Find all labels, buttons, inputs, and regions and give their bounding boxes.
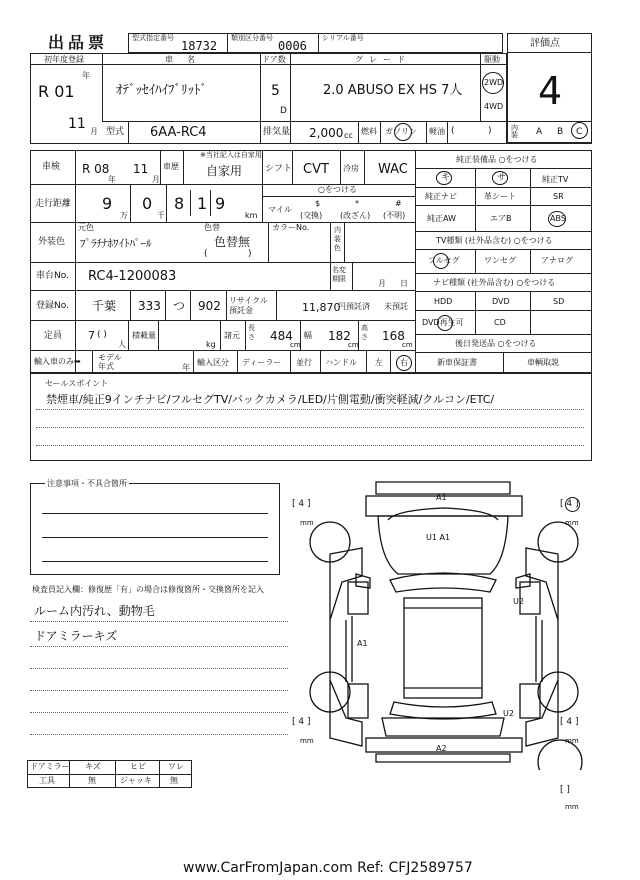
- paint-status: 色替無: [214, 235, 251, 249]
- shift-value: CVT: [303, 162, 329, 177]
- length-cm: cm: [290, 341, 301, 349]
- class-no-box: [227, 33, 319, 53]
- interior-label: 内装: [511, 124, 518, 139]
- seats-label: 定員: [44, 331, 63, 341]
- car-name-label: 車名: [165, 55, 209, 64]
- recycle-unit: 円預託済: [338, 302, 370, 311]
- equip-key-circle: [436, 171, 452, 185]
- shaken-month: 11: [133, 162, 149, 176]
- parts-h-mirror: ドアミラー: [30, 762, 70, 771]
- tv-analog: アナログ: [541, 256, 573, 265]
- ac-value: WAC: [378, 162, 408, 177]
- tread-fl-value: 4: [298, 499, 305, 509]
- mileage-unit: km: [245, 211, 258, 220]
- equip-abs: ABS: [550, 214, 566, 223]
- interior-grade-a: A: [536, 127, 543, 137]
- mark-right-rear: U2: [503, 709, 514, 718]
- first-reg-era: R 01: [38, 82, 75, 101]
- note-line-1: ルーム内汚れ、動物毛: [34, 604, 155, 618]
- import-class-label: 輸入区分: [197, 358, 229, 367]
- width-value: 182: [328, 329, 351, 343]
- height-label: 高さ: [361, 324, 368, 341]
- color-label: 外装色: [38, 237, 66, 247]
- mileage-opt-mile: マイル: [268, 205, 292, 214]
- mileage-circle-note: ○をつける: [318, 185, 357, 194]
- interior-color-label: 内装色: [334, 226, 341, 252]
- car-name: ｵﾃﾞｯｾｲﾊｲﾌﾞﾘｯﾄﾞ: [116, 83, 207, 98]
- paint-paren-open: (: [204, 249, 208, 259]
- equip-sa-circle: [492, 171, 508, 185]
- handle-right: 右: [400, 358, 408, 367]
- chassis-value: RC4-1200083: [88, 269, 177, 284]
- fuel-paren-open: (: [451, 126, 455, 136]
- mileage-digit-1: 9: [102, 194, 113, 213]
- displacement-unit: cc: [344, 131, 353, 140]
- size-label: 諸元: [224, 331, 240, 340]
- mileage-opt-tamper: (改ざん): [340, 211, 371, 220]
- handle-right-circle: [396, 355, 412, 371]
- parts-tools-label: 工具: [39, 776, 55, 785]
- interior-grade-c: C: [576, 127, 583, 137]
- load-unit: kg: [206, 340, 216, 349]
- rename-day: 日: [400, 279, 408, 288]
- recycle-label: リサイクル預託金: [229, 296, 268, 315]
- tread-rr: [ 4 ]: [560, 717, 579, 727]
- vehicle-class-label: 車歴: [163, 162, 179, 171]
- navi-dvd-play-circle: [437, 315, 453, 331]
- fuel-label: 燃料: [361, 127, 377, 136]
- tread-rr-value: 4: [566, 717, 573, 727]
- length-label: 長さ: [248, 324, 255, 341]
- grade-value: 2.0 ABUSO EX HS 7人: [323, 83, 463, 98]
- parts-jack-label: ジャッキ: [120, 776, 152, 785]
- tread-fr-unit: mm: [565, 519, 579, 527]
- later-warranty: 新車保証書: [437, 358, 477, 367]
- equip-abs-circle: [548, 211, 566, 227]
- mileage-label: 走行距離: [35, 199, 72, 209]
- evaluation-label: 評価点: [530, 38, 560, 49]
- mileage-digit-2: 0: [142, 194, 153, 213]
- mileage-digit-3: 8: [174, 194, 185, 213]
- mileage-opt-exchange: (交換): [300, 211, 323, 220]
- mileage-digit-4: 1: [197, 194, 208, 213]
- seats-value: 7: [88, 329, 95, 342]
- original-color-label: 元色: [78, 223, 94, 232]
- model-no-box: [128, 33, 228, 53]
- private-note: ※当社記入は自家用: [200, 151, 262, 159]
- model-year-label: モデル年式: [98, 353, 122, 371]
- genuine-title: 純正装備品 ○をつける: [456, 155, 538, 164]
- tread-rl-value: 4: [298, 717, 305, 727]
- later-manual: 車輌取説: [527, 358, 559, 367]
- chassis-label: 車台No.: [36, 271, 69, 281]
- paint-label: 色替: [204, 223, 220, 232]
- recycle-not: 未預託: [384, 302, 408, 311]
- fuel-paren-close: ): [488, 126, 492, 136]
- mark-right-door: U2: [513, 597, 524, 606]
- equip-key: キ: [441, 173, 451, 183]
- type-label: 型式: [106, 127, 125, 137]
- interior-grade-b: B: [557, 127, 564, 137]
- drive-4wd: 4WD: [484, 102, 504, 111]
- mileage-digit-5: 9: [215, 194, 226, 213]
- paint-paren-close: ): [248, 249, 252, 259]
- length-value: 484: [270, 329, 293, 343]
- mark-bonnet: U1 A1: [426, 533, 451, 542]
- parts-jack-value: 無: [170, 776, 178, 785]
- type-value: 6AA-RC4: [150, 125, 207, 140]
- shift-label: シフト: [265, 164, 293, 174]
- recycle-value: 11,870: [302, 301, 341, 314]
- mileage-man: 万: [120, 211, 128, 220]
- interior-box: [507, 121, 592, 144]
- navi-dvd: DVD: [492, 297, 510, 306]
- registration-region: 千葉: [92, 299, 117, 313]
- height-value: 168: [382, 329, 405, 343]
- fuel-gasoline-circle: [394, 123, 412, 141]
- sales-text: 禁煙車/純正9インチナビ/フルセグTV/バックカメラ/LED/片側電動/衝突軽減/クルコン/ETC/: [46, 393, 495, 406]
- navi-dvd-play: DVD再生可: [422, 318, 464, 327]
- tv-title: TV種類 (社外品含む) ○をつける: [436, 236, 553, 245]
- tread-rr-unit: mm: [565, 737, 579, 745]
- registration-label: 登録No.: [36, 301, 69, 311]
- inspector-label: 検査員記入欄：修復歴「有」の場合は修復箇所・交換箇所を記入: [32, 585, 264, 594]
- tread-fr-circle: [565, 497, 580, 512]
- navi-hdd: HDD: [434, 297, 453, 306]
- equip-leather: 革シート: [484, 192, 516, 201]
- first-reg-label: 初年度登録: [44, 55, 84, 64]
- model-no-label: 型式指定番号: [132, 34, 174, 42]
- height-cm: cm: [402, 341, 413, 349]
- tread-fl-unit: mm: [300, 519, 314, 527]
- mileage-opt-tamper-sym: *: [355, 199, 359, 208]
- registration-number: 902: [198, 299, 221, 313]
- ac-label: 冷房: [343, 164, 359, 173]
- rename-label: 名変期限: [332, 266, 346, 283]
- original-color-value: ﾌﾟﾗﾁﾅﾎﾜｲﾄﾊﾟｰﾙ: [80, 237, 152, 250]
- navi-title: ナビ種類 (社外品含む) ○をつける: [433, 278, 556, 287]
- dealer-option: ディーラー: [242, 358, 282, 367]
- mark-front: A1: [436, 493, 447, 502]
- mark-left-side: A1: [357, 639, 368, 648]
- tread-fl: [ 4 ]: [292, 499, 311, 509]
- shaken-month-mark: 月: [152, 175, 160, 184]
- sales-block: [30, 373, 592, 461]
- footer-watermark: www.CarFromJapan.com Ref: CFJ2589757: [183, 860, 473, 876]
- load-label: 積載量: [132, 331, 156, 340]
- evaluation-score: 4: [538, 69, 563, 113]
- sheet-title: 出品票: [48, 33, 109, 52]
- serial-box: [318, 33, 503, 53]
- month-suffix: 月: [90, 127, 98, 136]
- parallel-option: 並行: [296, 358, 312, 367]
- tv-fullseg-circle: [433, 253, 449, 269]
- registration-kana: つ: [173, 299, 186, 313]
- tread-spare: [ ]: [560, 785, 570, 795]
- equip-genuine-aw: 純正AW: [427, 214, 456, 223]
- tv-fullseg: フルセグ: [428, 256, 460, 265]
- handle-label: ハンドル: [325, 358, 357, 367]
- tv-oneseg: ワンセグ: [484, 256, 516, 265]
- vehicle-class-value: 自家用: [206, 164, 243, 178]
- mileage-opt-unknown-sym: #: [395, 199, 402, 208]
- car-damage-diagram: [290, 470, 600, 770]
- drive-2wd: 2WD: [484, 78, 504, 87]
- door-type: D: [280, 106, 287, 116]
- navi-sd: SD: [553, 297, 565, 306]
- tread-rl: [ 4 ]: [292, 717, 311, 727]
- mileage-sen: 千: [157, 211, 165, 220]
- width-cm: cm: [348, 341, 359, 349]
- tread-spare-unit: mm: [565, 803, 579, 811]
- import-label: 輸入車のみ➡: [34, 357, 81, 366]
- first-reg-month: 11: [68, 116, 86, 132]
- equip-genuine-navi: 純正ナビ: [425, 192, 457, 201]
- drive-label: 駆動: [484, 55, 500, 64]
- displacement-value: 2,000: [309, 126, 344, 140]
- equip-sa: サ: [497, 173, 507, 183]
- equip-genuine-tv: 純正TV: [542, 175, 569, 184]
- registration-class: 333: [138, 299, 161, 313]
- tread-fr: [ 4 ]: [560, 499, 579, 509]
- model-no-value: 18732: [181, 39, 218, 53]
- note-line-2: ドアミラーキズ: [34, 629, 118, 643]
- class-no-label: 類別区分番号: [231, 34, 273, 42]
- seats-paren: ( ): [97, 330, 107, 340]
- mark-rear: A2: [436, 744, 447, 753]
- width-label: 幅: [304, 331, 312, 340]
- equip-sr: SR: [553, 192, 564, 201]
- model-year-unit: 年: [182, 363, 190, 372]
- doors-value: 5: [271, 83, 280, 99]
- shaken-label: 車検: [42, 162, 61, 172]
- serial-label: シリアル番号: [322, 34, 364, 42]
- later-title: 後日発送品 ○をつける: [455, 339, 537, 348]
- mileage-opt-unknown: (不明): [383, 211, 406, 220]
- equip-airbag: エアB: [490, 214, 512, 223]
- displacement-label: 排気量: [263, 127, 291, 137]
- navi-cd: CD: [494, 318, 506, 327]
- mileage-opt-exchange-sym: $: [315, 199, 321, 208]
- color-no-label: カラーNo.: [272, 223, 310, 232]
- tread-fr-value: 4: [566, 499, 573, 509]
- grade-label: グレード: [355, 55, 411, 64]
- parts-h-crack: ヒビ: [130, 762, 146, 771]
- class-no-value: 0006: [278, 39, 307, 53]
- parts-h-break: ワレ: [168, 762, 184, 771]
- shaken-era: R 08: [82, 162, 110, 176]
- doors-label: ドア数: [262, 55, 286, 64]
- shaken-year-mark: 年: [108, 175, 116, 184]
- sales-label: セールスポイント: [45, 379, 109, 388]
- fuel-gasoline: ガソリン: [385, 127, 417, 136]
- year-suffix: 年: [82, 71, 90, 80]
- parts-h-scratch: キズ: [85, 762, 101, 771]
- caution-label: 注意事項・不具合箇所: [47, 479, 127, 488]
- seats-unit: 人: [118, 340, 126, 349]
- rename-month: 月: [378, 279, 386, 288]
- tread-rl-unit: mm: [300, 737, 314, 745]
- parts-tools-value: 無: [88, 776, 96, 785]
- handle-left: 左: [375, 358, 383, 367]
- fuel-diesel: 軽油: [429, 127, 445, 136]
